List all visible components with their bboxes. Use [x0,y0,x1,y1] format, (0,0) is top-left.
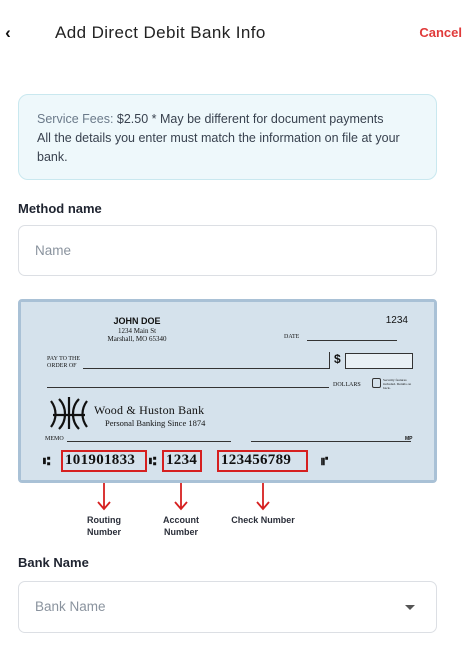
arrow-down-icon [174,483,188,511]
amount-divider [329,352,330,369]
chevron-left-icon[interactable]: ‹ [5,23,11,42]
check-image [21,302,434,480]
signature-line [251,441,411,442]
routing-number: 101901833 [65,452,136,468]
bank-name-placeholder: Bank Name [35,599,106,614]
mp-label: MP [405,436,413,442]
dollars-label: DOLLARS [333,382,361,388]
page-title: Add Direct Debit Bank Info [55,23,266,42]
service-fee-notice [18,94,437,180]
dollars-line [47,387,329,388]
check-number: 123456789 [221,452,292,468]
bank-name-select[interactable] [18,581,437,633]
method-name-label: Method name [18,201,102,216]
check-address [21,327,253,343]
routing-number-label: Routing Number [86,515,121,537]
micr-transit-symbol: ⑆ [149,454,157,468]
arrow-down-icon [256,483,270,511]
pay-to-line1: PAY TO THE [47,356,81,362]
method-name-input[interactable]: Name [18,225,437,276]
check-number-label: Check Number [231,515,295,525]
amount-box [345,353,413,369]
pay-to-label [47,356,80,370]
check-address-line2: Marshall, MO 65340 [107,335,167,343]
check-bank-tagline: Personal Banking Since 1874 [105,418,206,428]
fee-label: Service Fees: [37,112,114,126]
account-number-label: Account Number [163,515,199,537]
check-number-top: 1234 [385,315,408,326]
fee-text: $2.50 * May be different for document payments [116,112,384,126]
dollar-sign: $ [334,352,341,366]
cancel-button[interactable]: Cancel [419,25,462,40]
date-line [307,340,397,341]
payee-line [83,368,329,369]
micr-transit-symbol: ⑆ [43,454,51,468]
caret-down-icon [405,605,415,610]
security-note: Security features included. Details on back. [383,378,412,390]
check-bank-name: Wood & Huston Bank [94,403,205,417]
header [0,0,472,66]
date-label: DATE [284,334,300,340]
memo-label: MEMO [45,436,64,442]
memo-line [67,441,231,442]
bank-logo-icon [47,395,91,431]
check-address-line1: 1234 Main St [117,327,157,335]
pay-to-line2: ORDER OF [47,363,77,369]
sample-check [18,299,437,483]
lock-icon [372,378,381,388]
arrow-down-icon [97,483,111,511]
account-number: 1234 [166,452,198,468]
bank-match-note: All the details you enter must match the information on file at your bank. [37,131,400,164]
check-owner: JOHN DOE [113,316,161,326]
micr-onus-symbol: ⑈ [321,454,329,468]
bank-name-label: Bank Name [18,555,89,570]
